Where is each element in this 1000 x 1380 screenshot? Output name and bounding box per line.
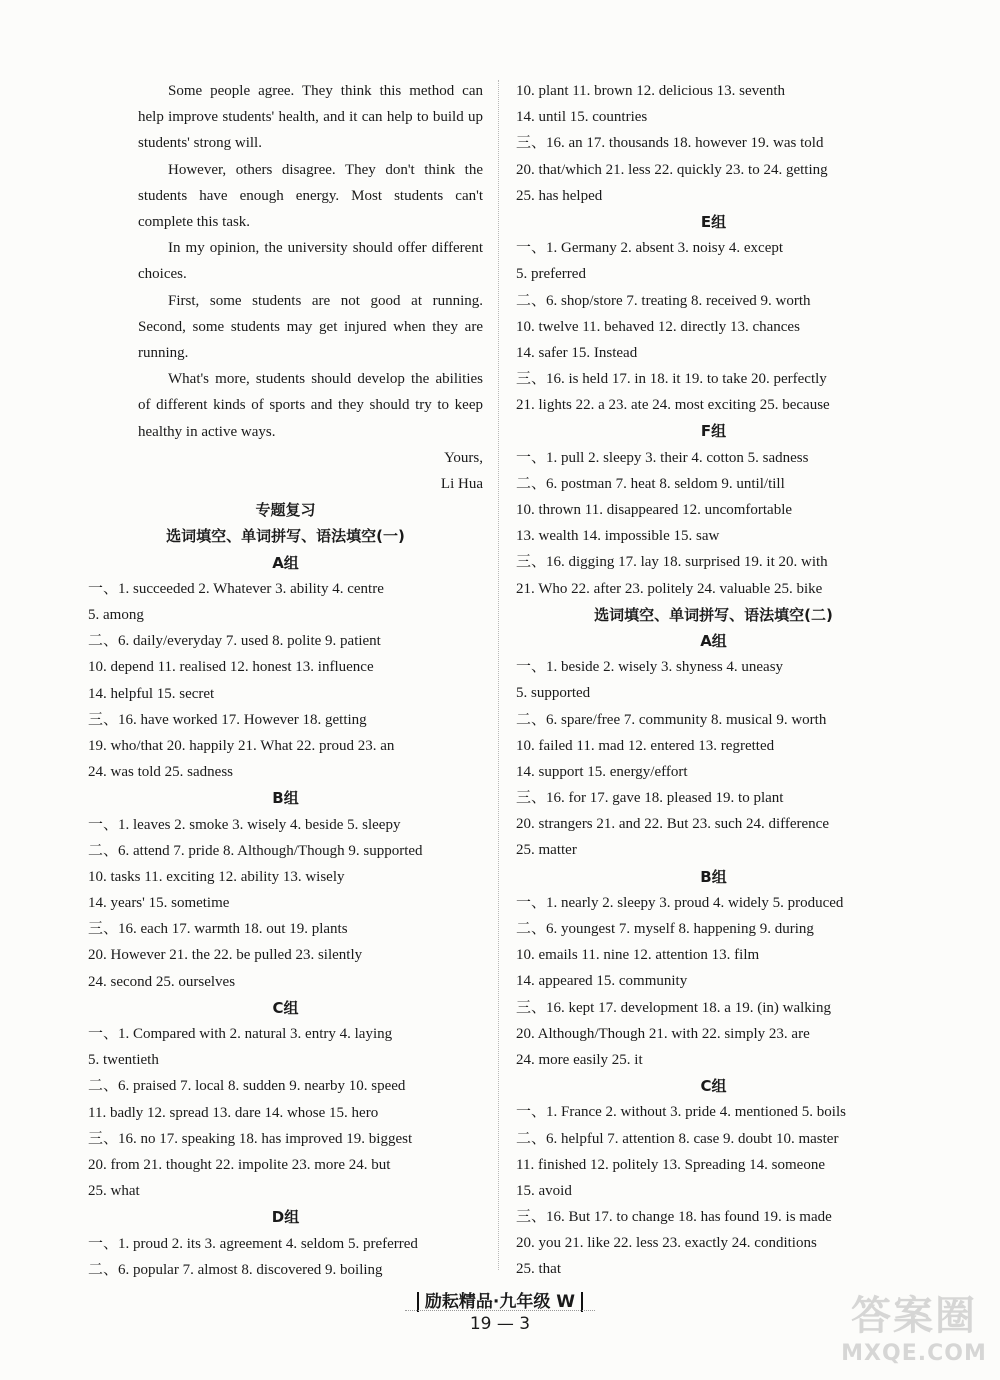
answer-line: 14. appeared 15. community bbox=[516, 973, 688, 990]
answer-line: 二、6. popular 7. almost 8. discovered 9. boiling bbox=[88, 1261, 383, 1278]
book-title-text: 励耘精品·九年级 W bbox=[417, 1292, 583, 1312]
answer-line: 二、6. attend 7. pride 8. Although/Though 9. supported bbox=[88, 842, 423, 859]
answers-continued bbox=[516, 78, 911, 209]
watermark-logo bbox=[834, 1284, 994, 1374]
answer-line: 一、1. leaves 2. smoke 3. wisely 4. beside 5. sleepy bbox=[88, 816, 401, 833]
answer-line: 24. second 25. ourselves bbox=[88, 973, 236, 990]
answer-line: 二、6. youngest 7. myself 8. happening 9. during bbox=[516, 921, 814, 937]
group-heading: D组 bbox=[271, 1208, 300, 1227]
group-heading: C组 bbox=[700, 1077, 727, 1096]
answer-line: 一、1. France 2. without 3. pride 4. mentioned 5. boils bbox=[516, 1104, 846, 1121]
answer-line: 15. avoid bbox=[516, 1182, 572, 1199]
answer-line: 20. you 21. like 22. less 23. exactly 24. conditions bbox=[516, 1235, 817, 1252]
answer-line: 二、6. daily/everyday 7. used 8. polite 9. patient bbox=[88, 633, 381, 650]
answer-line: 5. preferred bbox=[516, 266, 586, 283]
group-heading: C组 bbox=[272, 998, 299, 1017]
answer-line: 三、16. have worked 17. However 18. getting bbox=[88, 711, 367, 728]
column-divider bbox=[498, 80, 499, 1270]
part2-groups bbox=[516, 628, 911, 1283]
answer-line: 三、16. is held 17. in 18. it 19. to take 20. perfectly bbox=[516, 371, 827, 388]
answer-line: 三、16. each 17. warmth 18. out 19. plants bbox=[88, 921, 348, 938]
group-heading: B组 bbox=[700, 867, 727, 886]
answer-line: 二、6. praised 7. local 8. sudden 9. nearby 10. speed bbox=[88, 1078, 406, 1095]
answer-line: 14. helpful 15. secret bbox=[88, 685, 215, 702]
answer-line: 三、16. for 17. gave 18. pleased 19. to plant bbox=[516, 790, 784, 807]
answer-line: 一、1. beside 2. wisely 3. shyness 4. uneasy bbox=[516, 659, 784, 676]
essay-paragraph: Some people agree. They think this method can help improve students' health, and it can help to build up students' strong will. bbox=[138, 83, 483, 152]
answer-line: 二、6. spare/free 7. community 8. musical 9. worth bbox=[516, 711, 827, 728]
answer-line: 10. tasks 11. exciting 12. ability 13. wisely bbox=[88, 868, 345, 885]
answer-line: 一、1. pull 2. sleepy 3. their 4. cotton 5. sadness bbox=[516, 449, 809, 466]
answer-line: 24. was told 25. sadness bbox=[88, 764, 233, 781]
watermark-top: 答案圈 bbox=[851, 1293, 977, 1339]
essay bbox=[88, 78, 483, 445]
page-number: 19 — 3 bbox=[469, 1314, 531, 1334]
right-groups bbox=[516, 209, 911, 602]
answer-line: 13. wealth 14. impossible 15. saw bbox=[516, 528, 720, 545]
group-heading: B组 bbox=[272, 789, 299, 808]
part1-groups bbox=[88, 550, 483, 1283]
answer-line: 一、1. Germany 2. absent 3. noisy 4. except bbox=[516, 240, 784, 257]
watermark-bottom: MXQE.COM bbox=[841, 1341, 987, 1366]
part2-title: 选词填空、单词拼写、语法填空(二) bbox=[594, 605, 833, 624]
answer-line: 10. thrown 11. disappeared 12. uncomfortable bbox=[516, 502, 793, 518]
answer-line: 一、1. succeeded 2. Whatever 3. ability 4. centre bbox=[88, 580, 384, 597]
answer-line: 5. supported bbox=[516, 685, 591, 702]
answer-line: 三、16. digging 17. lay 18. surprised 19. it 20. with bbox=[516, 554, 828, 571]
answer-line: 25. matter bbox=[516, 842, 577, 859]
answer-line: 10. depend 11. realised 12. honest 13. influence bbox=[88, 659, 374, 676]
part1-title: 选词填空、单词拼写、语法填空(一) bbox=[166, 527, 405, 546]
answer-line: 三、16. no 17. speaking 18. has improved 19. biggest bbox=[88, 1130, 413, 1147]
answer-line: 20. from 21. thought 22. impolite 23. more 24. but bbox=[88, 1156, 391, 1173]
answer-line: 10. twelve 11. behaved 12. directly 13. chances bbox=[516, 318, 800, 335]
answer-line: 21. Who 22. after 23. politely 24. valuable 25. bike bbox=[516, 580, 823, 597]
answer-line: 24. more easily 25. it bbox=[516, 1051, 643, 1068]
answer-line: 20. However 21. the 22. be pulled 23. silently bbox=[88, 947, 363, 964]
right-column bbox=[516, 78, 911, 1283]
section-title: 专题复习 bbox=[255, 501, 316, 520]
answer-line: 20. strangers 21. and 22. But 23. such 24. difference bbox=[516, 816, 829, 833]
answer-line: 14. until 15. countries bbox=[516, 109, 648, 126]
essay-paragraph: First, some students are not good at running. Second, some students may get injured when they are running. bbox=[138, 292, 483, 362]
answer-line: 一、1. Compared with 2. natural 3. entry 4. laying bbox=[88, 1026, 393, 1042]
answer-line: 三、16. kept 17. development 18. a 19. (in) walking bbox=[516, 999, 831, 1016]
answer-line: 19. who/that 20. happily 21. What 22. proud 23. an bbox=[88, 737, 395, 754]
footer-rule bbox=[405, 1310, 595, 1311]
answer-line: 二、6. shop/store 7. treating 8. received 9. worth bbox=[516, 292, 811, 309]
essay-paragraph: However, others disagree. They don't think the students have enough energy. Most students can't complete this task. bbox=[138, 161, 483, 231]
essay-signature: Li Hua bbox=[440, 476, 483, 493]
answer-line: 25. has helped bbox=[516, 187, 603, 204]
answer-line: 21. lights 22. a 23. ate 24. most exciting 25. because bbox=[516, 397, 830, 414]
answer-line: 三、16. an 17. thousands 18. however 19. was told bbox=[516, 135, 824, 152]
answer-line: 10. plant 11. brown 12. delicious 13. seventh bbox=[516, 83, 785, 99]
answer-line: 14. support 15. energy/effort bbox=[516, 763, 688, 780]
answer-line: 25. that bbox=[516, 1261, 561, 1278]
group-heading: E组 bbox=[700, 212, 727, 231]
answer-line: 5. among bbox=[88, 607, 144, 623]
answer-line: 11. finished 12. politely 13. Spreading 14. someone bbox=[516, 1156, 825, 1173]
answer-line: 20. Although/Though 21. with 22. simply 23. are bbox=[516, 1025, 810, 1042]
answer-line: 一、1. proud 2. its 3. agreement 4. seldom 5. preferred bbox=[88, 1235, 418, 1252]
answer-line: 11. badly 12. spread 13. dare 14. whose 15. hero bbox=[88, 1104, 379, 1121]
answer-line: 14. safer 15. Instead bbox=[516, 344, 638, 361]
answer-line: 一、1. nearly 2. sleepy 3. proud 4. widely 5. produced bbox=[516, 894, 844, 911]
left-column bbox=[88, 78, 483, 1283]
group-heading: F组 bbox=[700, 422, 727, 441]
answer-line: 10. failed 11. mad 12. entered 13. regretted bbox=[516, 737, 775, 754]
answer-line: 三、16. But 17. to change 18. has found 19. is made bbox=[516, 1209, 832, 1226]
answer-line: 20. that/which 21. less 22. quickly 23. to 24. getting bbox=[516, 161, 828, 178]
answer-line: 二、6. helpful 7. attention 8. case 9. doubt 10. master bbox=[516, 1130, 839, 1147]
essay-paragraph: In my opinion, the university should offer different choices. bbox=[138, 240, 483, 283]
answer-line: 二、6. postman 7. heat 8. seldom 9. until/till bbox=[516, 475, 785, 492]
answer-line: 10. emails 11. nine 12. attention 13. film bbox=[516, 947, 760, 964]
essay-closing: Yours, bbox=[444, 449, 483, 466]
answer-line: 14. years' 15. sometime bbox=[88, 895, 230, 912]
group-heading: A组 bbox=[272, 553, 299, 572]
answer-line: 5. twentieth bbox=[88, 1052, 159, 1069]
answer-line: 25. what bbox=[88, 1183, 140, 1200]
group-heading: A组 bbox=[700, 631, 727, 650]
essay-paragraph: What's more, students should develop the abilities of different kinds of sports and they should try to keep healthy in active ways. bbox=[138, 371, 483, 440]
